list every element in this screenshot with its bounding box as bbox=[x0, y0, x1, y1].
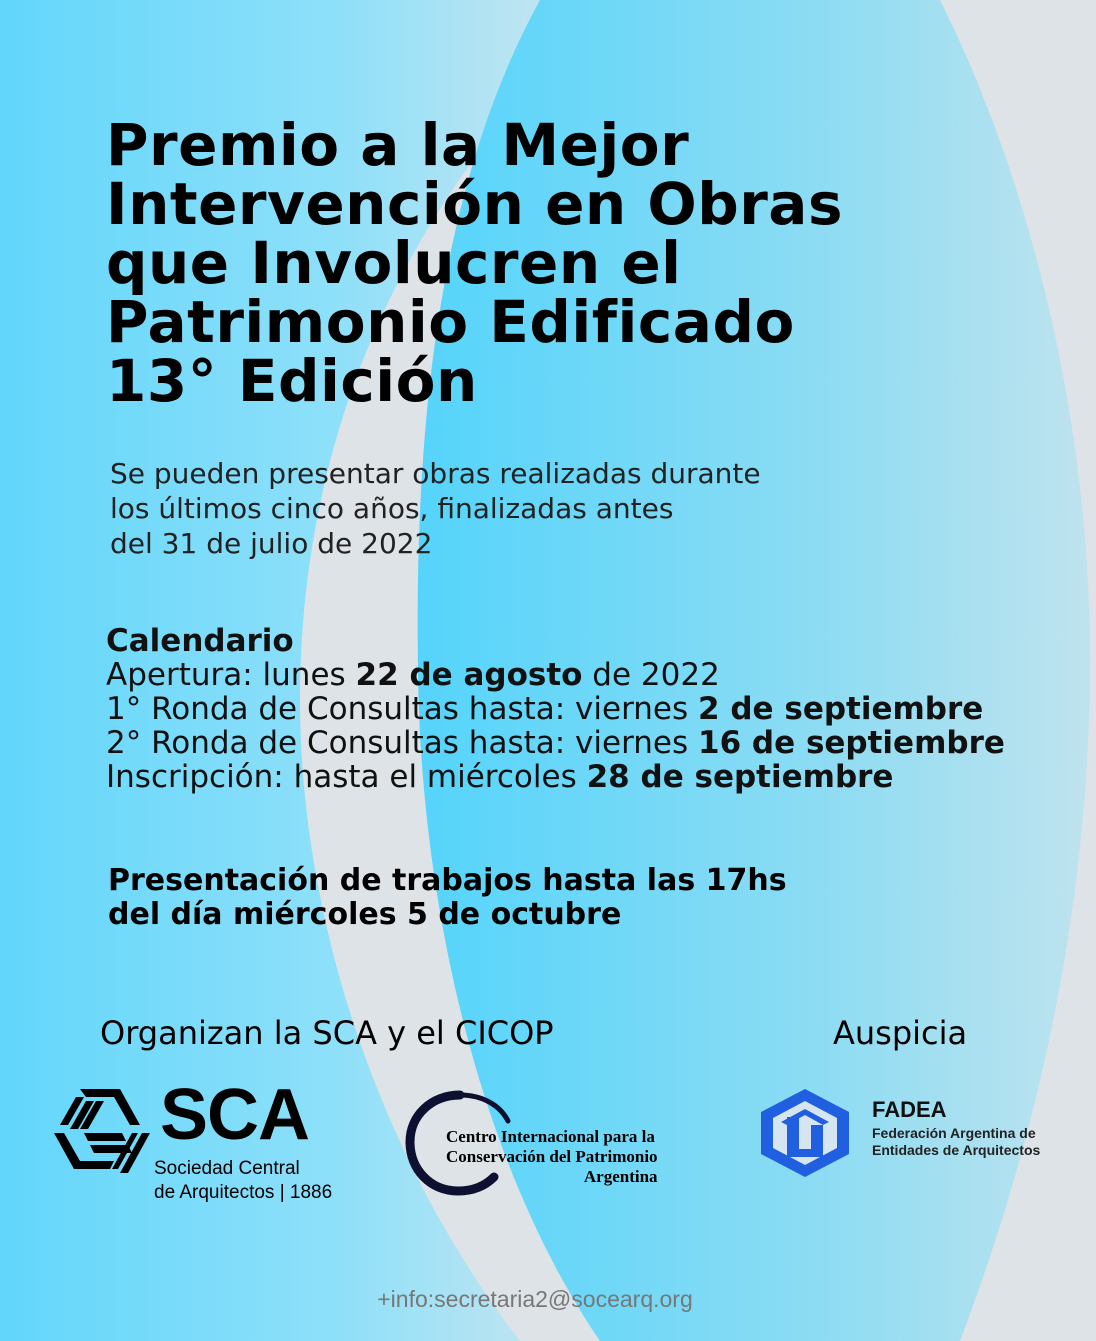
intro-line: los últimos cinco años, finalizadas antes bbox=[110, 492, 674, 525]
cicop-name bbox=[446, 1127, 658, 1187]
cicop-name-line: Conservación del Patrimonio bbox=[446, 1147, 658, 1166]
calendar-section bbox=[106, 624, 1005, 794]
deadline-line: del día miércoles 5 de octubre bbox=[108, 897, 622, 932]
page-title bbox=[106, 111, 843, 415]
calendar-item-prefix: Apertura: lunes bbox=[106, 657, 356, 693]
fadea-name-line: Federación Argentina de bbox=[872, 1125, 1036, 1141]
calendar-item bbox=[106, 760, 1005, 794]
deadline-text bbox=[108, 864, 787, 932]
cicop-name-line: Argentina bbox=[583, 1167, 658, 1186]
deadline-line: Presentación de trabajos hasta las 17hs bbox=[108, 863, 787, 898]
calendar-item-date: 28 de septiembre bbox=[586, 759, 894, 795]
calendar-item-prefix: Inscripción: hasta el miércoles bbox=[106, 759, 587, 795]
calendar-item-date: 22 de agosto bbox=[355, 657, 583, 693]
calendar-heading: Calendario bbox=[106, 623, 294, 659]
title-line: Intervención en Obras bbox=[106, 170, 843, 238]
cicop-logo bbox=[402, 1087, 712, 1202]
calendar-item bbox=[106, 658, 1005, 692]
calendar-item-suffix: de 2022 bbox=[582, 657, 720, 693]
title-line: Patrimonio Edificado bbox=[106, 288, 795, 356]
intro-text bbox=[110, 456, 761, 561]
sca-logo bbox=[50, 1075, 350, 1203]
fadea-acronym: FADEA bbox=[872, 1097, 947, 1122]
calendar-item-date: 16 de septiembre bbox=[698, 725, 1005, 761]
title-line: que Involucren el bbox=[106, 229, 682, 297]
sca-name bbox=[154, 1157, 332, 1205]
organizers-label: Organizan la SCA y el CICOP bbox=[100, 1014, 554, 1052]
fadea-emblem-icon bbox=[757, 1087, 853, 1179]
calendar-item bbox=[106, 692, 1005, 726]
fadea-name bbox=[872, 1125, 1040, 1159]
title-line: Premio a la Mejor bbox=[106, 111, 690, 179]
contact-info: +info:secretaria2@socearq.org bbox=[377, 1286, 693, 1312]
cicop-name-line: Centro Internacional para la bbox=[446, 1127, 655, 1146]
calendar-item-date: 2 de septiembre bbox=[698, 691, 984, 727]
sca-name-line: de Arquitectos | 1886 bbox=[154, 1182, 333, 1203]
calendar-item-prefix: 1° Ronda de Consultas hasta: viernes bbox=[106, 691, 698, 727]
intro-line: del 31 de julio de 2022 bbox=[110, 527, 433, 560]
sponsor-label: Auspicia bbox=[833, 1014, 968, 1052]
sca-name-line: Sociedad Central bbox=[154, 1158, 300, 1179]
sca-emblem-icon bbox=[50, 1087, 150, 1177]
fadea-name-line: Entidades de Arquitectos bbox=[872, 1142, 1041, 1158]
fadea-logo bbox=[757, 1087, 1067, 1182]
calendar-item-prefix: 2° Ronda de Consultas hasta: viernes bbox=[106, 725, 698, 761]
title-line: 13° Edición bbox=[106, 347, 478, 415]
sca-acronym: SCA bbox=[160, 1075, 310, 1155]
intro-line: Se pueden presentar obras realizadas durante bbox=[110, 457, 761, 490]
calendar-item bbox=[106, 726, 1005, 760]
